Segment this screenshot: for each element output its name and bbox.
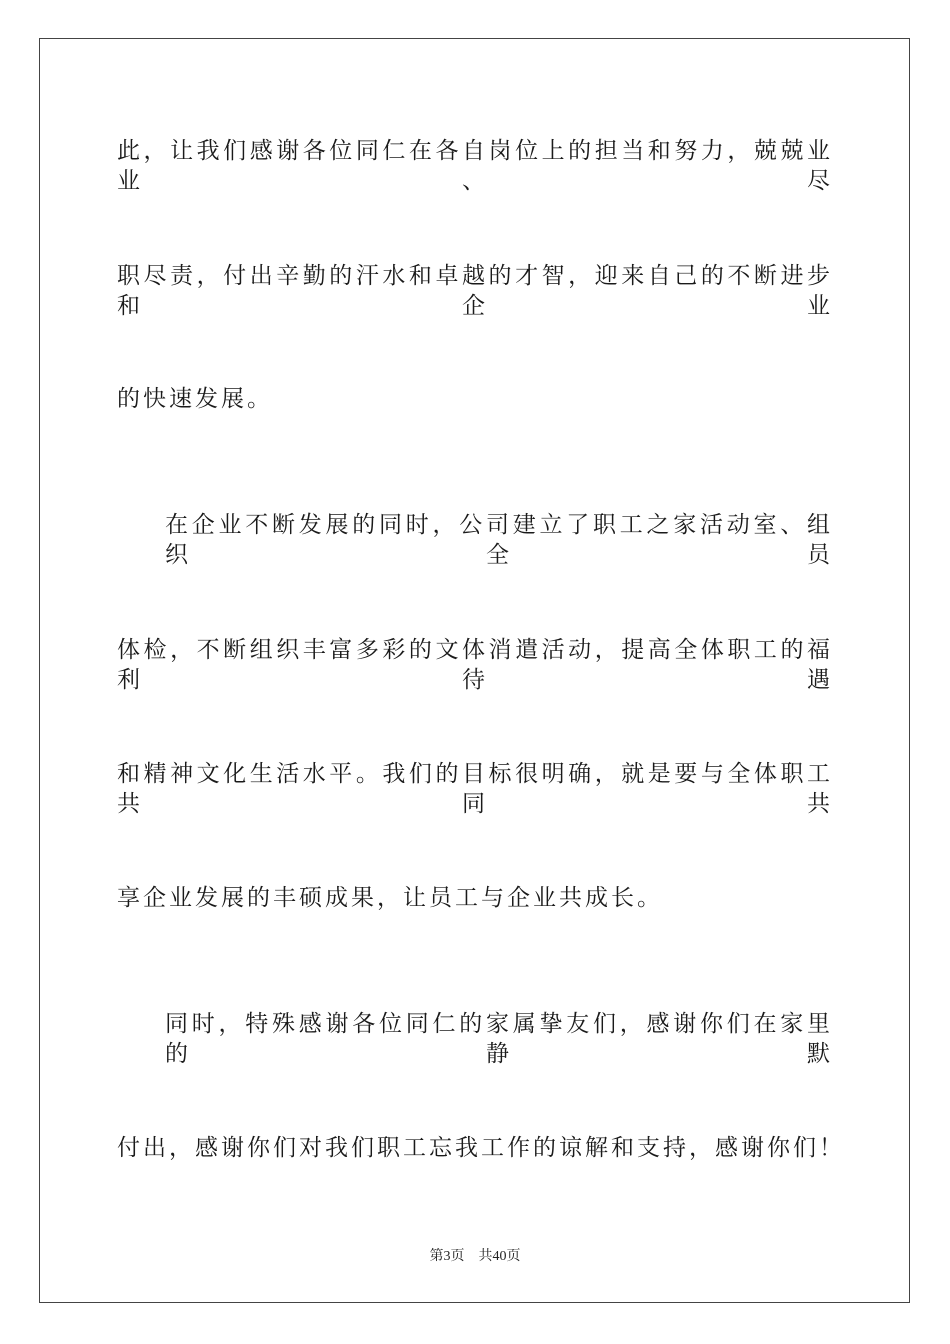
text-line: 和精神文化生活水平。我们的目标很明确，就是要与全体职工共同共 xyxy=(117,761,833,817)
paragraph-first-line: 同时，特殊感谢各位同仁的家属挚友们，感谢你们在家里的静默 xyxy=(165,1011,833,1067)
page-total: 共40页 xyxy=(478,1249,521,1264)
page-footer xyxy=(0,1247,950,1267)
text-line: 此，让我们感谢各位同仁在各自岗位上的担当和努力，兢兢业业、尽 xyxy=(117,138,833,194)
text-line: 享企业发展的丰硕成果，让员工与企业共成长。 xyxy=(117,885,663,911)
page-number: 第3页 xyxy=(429,1249,465,1264)
text-line: 职尽责，付出辛勤的汗水和卓越的才智，迎来自己的不断进步和企业 xyxy=(117,263,833,319)
text-line: 付出，感谢你们对我们职工忘我工作的谅解和支持，感谢你们！ xyxy=(117,1135,845,1161)
text-line: 体检，不断组织丰富多彩的文体消遣活动，提高全体职工的福利待遇 xyxy=(117,637,833,693)
text-line: 的快速发展。 xyxy=(117,386,273,412)
paragraph-first-line: 在企业不断发展的同时，公司建立了职工之家活动室、组织全员 xyxy=(165,512,833,568)
